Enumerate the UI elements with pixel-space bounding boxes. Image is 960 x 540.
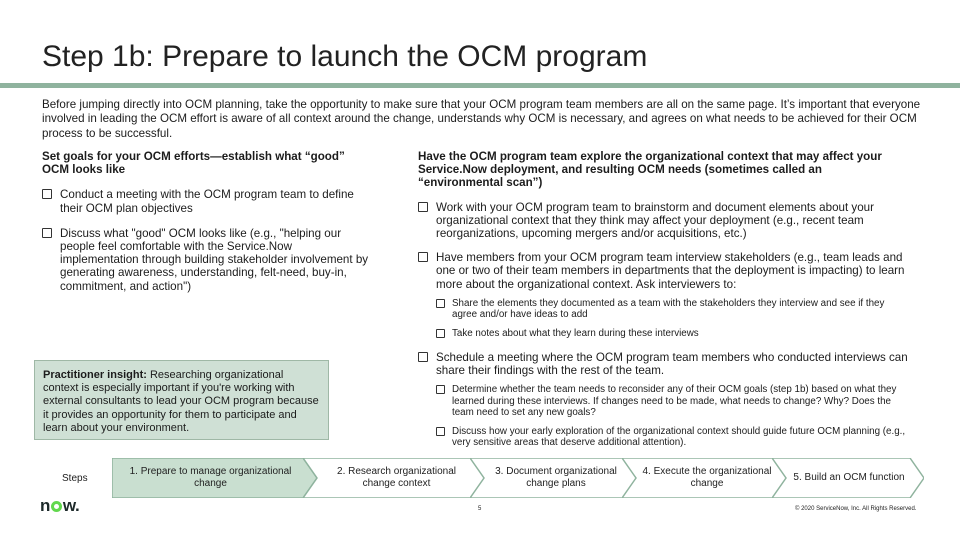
checkbox-bullet-icon	[436, 299, 445, 308]
checkbox-bullet-icon	[42, 189, 52, 199]
left-column	[42, 150, 372, 293]
steps-label: Steps	[62, 473, 88, 484]
checkbox-bullet-icon	[436, 385, 445, 394]
list-item: Schedule a meeting where the OCM program team members who conducted interviews can share their findings with the rest of the team.	[418, 351, 908, 377]
step-chevron-2	[303, 458, 488, 498]
step-chevron-5	[772, 458, 924, 498]
insight-text: Researching organizational context is especially important if you're working with external consultants to lead your OCM program because it provides an opportunity for them to participate and learn about your environment.	[43, 369, 319, 434]
servicenow-logo: n w.	[40, 496, 80, 515]
checkbox-bullet-icon	[436, 427, 445, 436]
step-label: 3. Document organizational change plans	[495, 466, 617, 489]
right-heading: Have the OCM program team explore the organizational context that may affect your Service.Now deployment, and resulting OCM needs (sometimes called an “environmental scan”)	[418, 150, 882, 190]
page-title: Step 1b: Prepare to launch the OCM program	[42, 40, 648, 73]
checkbox-bullet-icon	[418, 202, 428, 212]
sub-list-item: Discuss how your early exploration of the organizational context should guide future OCM planning (e.g., very sensitive areas that deserve additional attention).	[436, 426, 908, 449]
sub-list-item: Share the elements they documented as a team with the stakeholders they interview and see if they agree and/or have ideas to add	[436, 298, 908, 321]
checkbox-bullet-icon	[418, 252, 428, 262]
left-heading: Set goals for your OCM efforts—establish what “good” OCM looks like	[42, 150, 345, 177]
step-chevron-4	[622, 458, 790, 498]
insight-label: Practitioner insight:	[43, 369, 147, 381]
step-label: 1. Prepare to manage organizational change	[129, 466, 292, 489]
intro-paragraph: Before jumping directly into OCM planning, take the opportunity to make sure that your OCM program team members are all on the same page. It’s important that everyone involved in leading the OCM effort is aware of all context around the change, understands why OCM is necessary, and agrees on what needs to be achieved for their OCM process to be successful.	[42, 98, 921, 140]
step-chevron-1	[112, 458, 317, 498]
list-item: Have members from your OCM program team interview stakeholders (e.g., team leads and one or two of their team members in departments that the deployment is impacting) to learn more about the organizational context. Ask interviewers to:	[418, 251, 908, 291]
step-label: 4. Execute the organizational change	[642, 466, 772, 489]
page-number: 5	[478, 506, 482, 512]
right-column	[418, 150, 908, 448]
copyright: © 2020 ServiceNow, Inc. All Rights Reserved.	[795, 506, 917, 512]
list-item: Discuss what "good" OCM looks like (e.g., "helping our people feel comfortable with the Service.Now implementation through building stakeholder involvement by generating awareness, understanding, felt-need, buy-in, commitment, and action")	[42, 227, 372, 293]
step-chevron-3	[470, 458, 640, 498]
step-label: 5. Build an OCM function	[793, 472, 905, 483]
logo-o-icon	[51, 501, 62, 512]
practitioner-insight-box	[34, 360, 329, 440]
list-item: Work with your OCM program team to brainstorm and document elements about your organizational context that they think may affect your deployment (e.g., recent team reorganizations, upcoming mergers and/or acquisitions, etc.)	[418, 201, 908, 241]
step-label: 2. Research organizational change context	[337, 466, 456, 489]
list-item: Conduct a meeting with the OCM program team to define their OCM plan objectives	[42, 188, 372, 214]
title-divider	[0, 83, 960, 88]
sub-list-item: Take notes about what they learn during these interviews	[436, 328, 908, 339]
checkbox-bullet-icon	[418, 352, 428, 362]
checkbox-bullet-icon	[436, 329, 445, 338]
sub-list-item: Determine whether the team needs to reconsider any of their OCM goals (step 1b) based on what they learned during these interviews. If changes need to be made, what needs to change? Why? Does the team need to set any new goals?	[436, 384, 908, 418]
checkbox-bullet-icon	[42, 228, 52, 238]
